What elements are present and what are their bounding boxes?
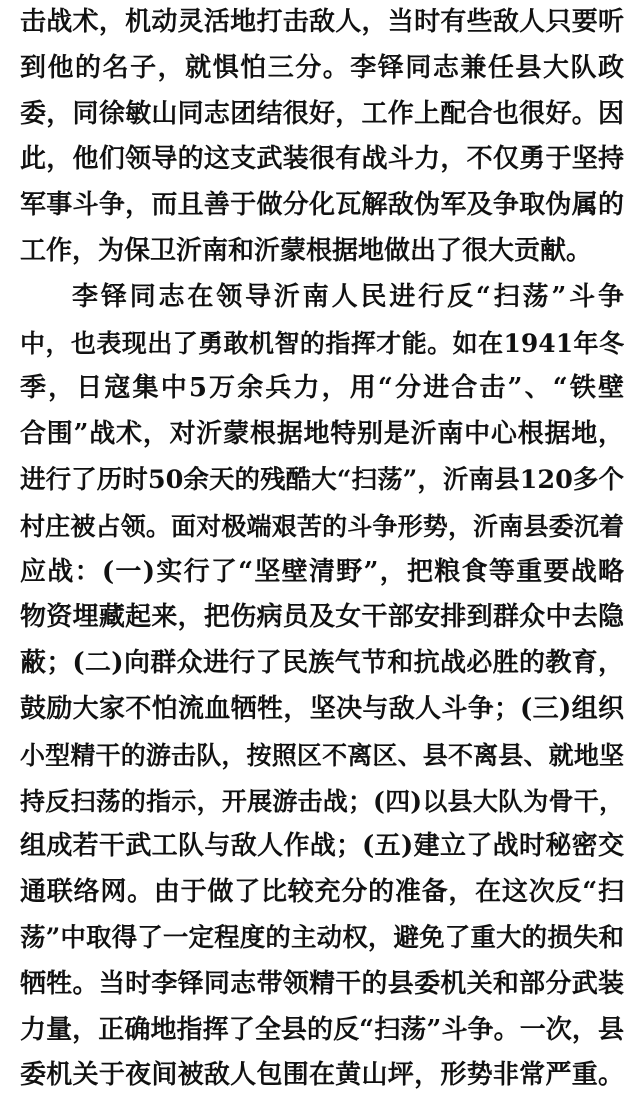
text-line: 委机关于夜间被敌人包围在黄山坪，形势非常严重。 bbox=[20, 1060, 624, 1091]
paragraph-end-line: 工作，为保卫沂南和沂蒙根据地做出了很大贡献。 bbox=[20, 235, 593, 266]
text-line: 组成若干武工队与敌人作战；(五)建立了战时秘密交 bbox=[20, 831, 624, 862]
text-line: 鼓励大家不怕流血牺牲，坚决与敌人斗争；(三)组织 bbox=[20, 693, 624, 724]
text-line: 通联络网。由于做了比较充分的准备，在这次反“扫 bbox=[20, 877, 624, 908]
paragraph-start-line: 李铎同志在领导沂南人民进行反“扫荡”斗争 bbox=[72, 281, 624, 312]
text-line: 委，同徐敏山同志团结很好，工作上配合也很好。因 bbox=[20, 98, 624, 129]
text-line: 进行了历时50余天的残酷大“扫荡”，沂南县120多个 bbox=[20, 464, 624, 495]
text-line: 力量，正确地指挥了全县的反“扫荡”斗争。一次，县 bbox=[20, 1014, 624, 1045]
body-text bbox=[20, 0, 624, 1099]
text-line: 应战：(一)实行了“坚壁清野”，把粮食等重要战略 bbox=[20, 556, 624, 587]
text-line: 小型精干的游击队，按照区不离区、县不离县、就地坚 bbox=[20, 740, 624, 770]
text-line: 中，也表现出了勇敢机智的指挥才能。如在1941年冬 bbox=[20, 328, 624, 358]
text-line: 季，日寇集中5万余兵力，用“分进合击”、“铁壁 bbox=[20, 373, 624, 404]
text-line: 军事斗争，而且善于做分化瓦解敌伪军及争取伪属的 bbox=[20, 190, 624, 221]
text-line: 村庄被占领。面对极端艰苦的斗争形势，沂南县委沉着 bbox=[20, 511, 624, 541]
text-line: 合围”战术，对沂蒙根据地特别是沂南中心根据地， bbox=[20, 419, 624, 450]
text-line: 持反扫荡的指示，开展游击战；(四)以县大队为骨干， bbox=[20, 786, 624, 816]
text-line: 荡”中取得了一定程度的主动权，避免了重大的损失和 bbox=[20, 922, 624, 953]
text-line: 蔽；(二)向群众进行了民族气节和抗战必胜的教育， bbox=[20, 648, 624, 679]
text-line: 击战术，机动灵活地打击敌人，当时有些敌人只要听 bbox=[20, 7, 624, 37]
text-line: 到他的名子，就惧怕三分。李铎同志兼任县大队政 bbox=[20, 52, 624, 83]
text-line: 此，他们领导的这支武装很有战斗力，不仅勇于坚持 bbox=[20, 144, 624, 175]
text-line: 牺牲。当时李铎同志带领精干的县委机关和部分武装 bbox=[20, 968, 624, 999]
text-line: 物资埋藏起来，把伤病员及女干部安排到群众中去隐 bbox=[20, 602, 624, 633]
